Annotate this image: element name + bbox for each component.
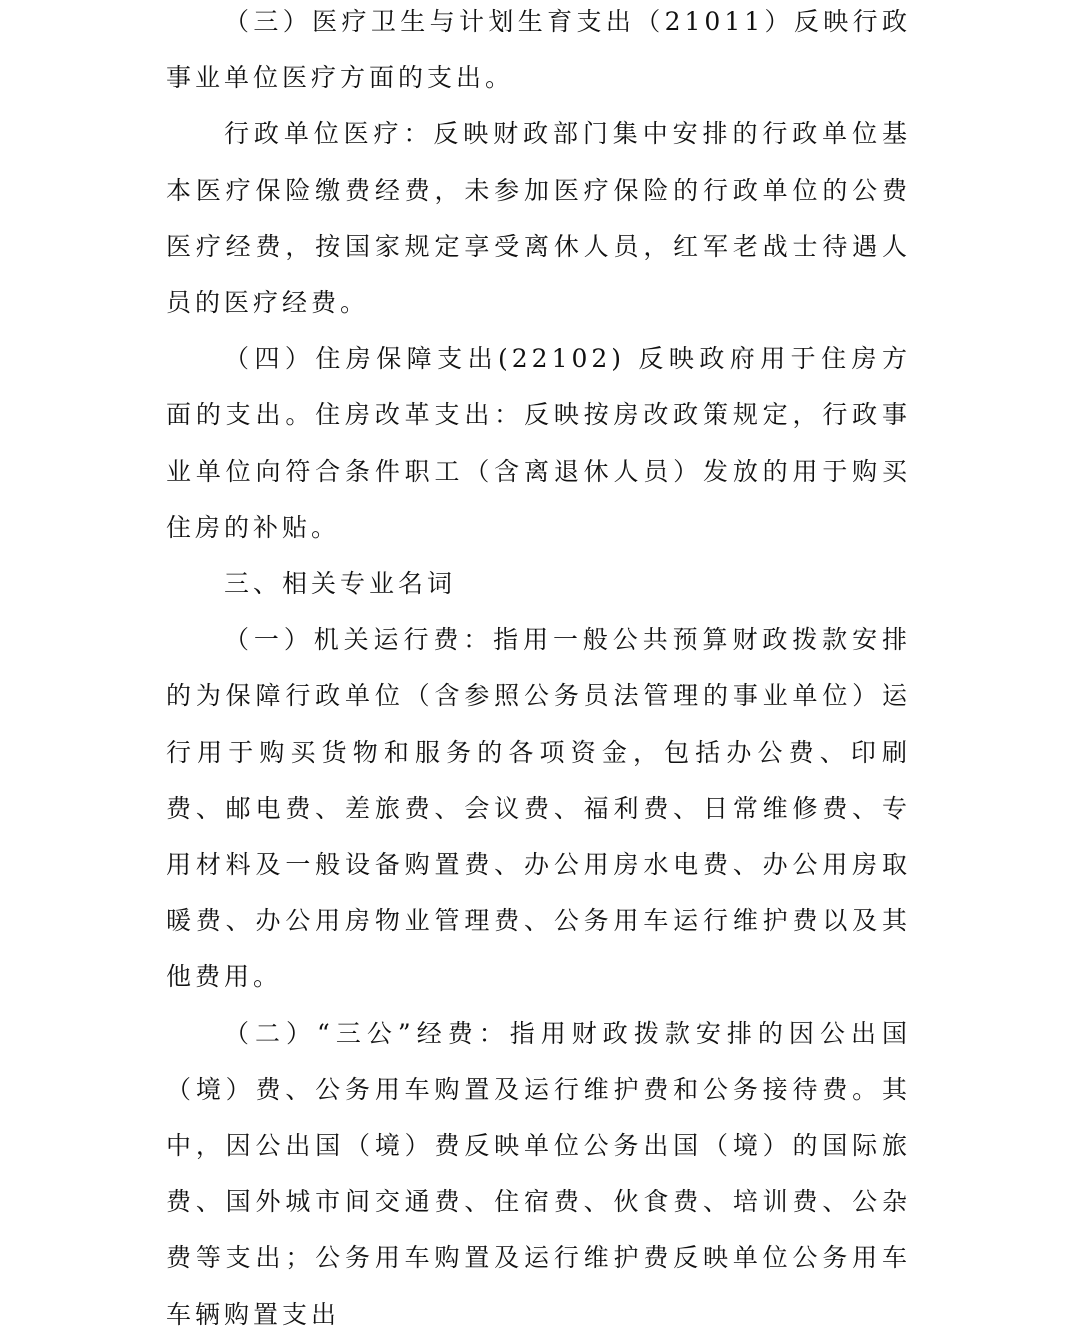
section-heading-terms: 三、相关专业名词 bbox=[224, 569, 457, 599]
paragraph-three-public: （二）“三公”经费：指用财政拨款安排的因公出国（境）费、公务用车购置及运行维护费和公务接待费。其中，因公出国（境）费反映单位公务出国（境）的国际旅费、国外城市间交通费、住宿费、伙食费、培训费、公杂费等支出；公务用车购置及运行维护费反映单位公务用车车辆购置支出 bbox=[166, 1018, 911, 1329]
paragraph-operating-cost: （一）机关运行费：指用一般公共预算财政拨款安排的为保障行政单位（含参照公务员法管理的事业单位）运行用于购买货物和服务的各项资金，包括办公费、印刷费、邮电费、差旅费、会议费、福利费、日常维修费、专用材料及一般设备购置费、办公用房水电费、办公用房取暖费、办公用房物业管理费、公务用车运行维护费以及其他费用。 bbox=[166, 625, 911, 992]
paragraph-admin-medical: 行政单位医疗：反映财政部门集中安排的行政单位基本医疗保险缴费经费，未参加医疗保险的行政单位的公费医疗经费，按国家规定享受离休人员，红军老战士待遇人员的医疗经费。 bbox=[166, 119, 911, 318]
document-body bbox=[166, 0, 911, 1343]
paragraph-housing-section: （四）住房保障支出(22102) 反映政府用于住房方面的支出。住房改革支出：反映按房改政策规定，行政事业单位向符合条件职工（含离退休人员）发放的用于购买住房的补贴。 bbox=[166, 344, 911, 542]
paragraph-medical-section: （三）医疗卫生与计划生育支出（21011）反映行政事业单位医疗方面的支出。 bbox=[166, 7, 911, 93]
